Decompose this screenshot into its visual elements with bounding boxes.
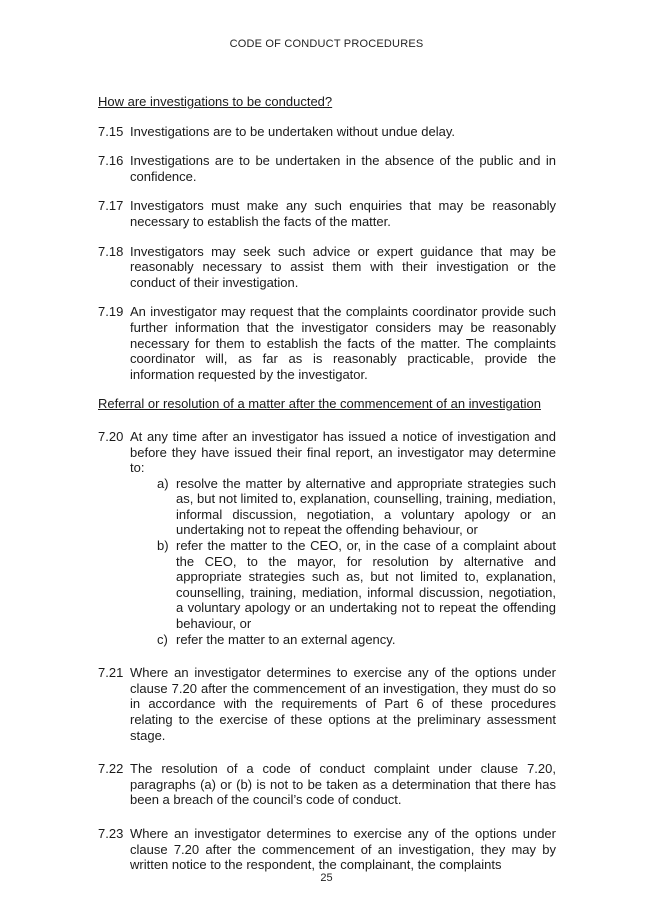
clause-7-22 bbox=[98, 761, 556, 808]
clause-7-21 bbox=[98, 665, 556, 743]
clause-text: Investigations are to be undertaken in the absence of the public and in confidence. bbox=[130, 153, 556, 184]
sub-item-text: refer the matter to the CEO, or, in the case of a complaint about the CEO, to the mayor, for resolution by alternative and appropriate strategies such as, but not limited to, explanation, counselling, training, mediation, informal discussion, negotiation, a voluntary apology or an undertaking not to repeat the offending behaviour, or bbox=[176, 538, 556, 632]
section-heading-investigations: How are investigations to be conducted? bbox=[98, 94, 333, 109]
section-heading-referral: Referral or resolution of a matter after the commencement of an investigation bbox=[98, 396, 541, 412]
clause-number: 7.23 bbox=[98, 825, 124, 841]
clause-text: At any time after an investigator has issued a notice of investigation and before they have issued their final report, an investigator may determine to: bbox=[130, 428, 556, 476]
sub-item-text: resolve the matter by alternative and appropriate strategies such as, but not limited to, explanation, counselling, training, mediation, informal discussion, negotiation, a voluntary apology or an undertaking not to repeat the offending behaviour, or bbox=[176, 475, 556, 538]
clause-7-23 bbox=[98, 826, 556, 873]
clause-7-16 bbox=[98, 153, 556, 184]
sub-item-b bbox=[157, 538, 556, 632]
clause-number: 7.17 bbox=[98, 198, 124, 214]
clause-text: Investigators may seek such advice or expert guidance that may be reasonably necessary to assist them with their investigation or the conduct of their investigation. bbox=[130, 243, 556, 290]
clause-7-18 bbox=[98, 244, 556, 291]
clause-body bbox=[130, 429, 556, 647]
clause-number: 7.19 bbox=[98, 304, 124, 320]
clause-text: An investigator may request that the complaints coordinator provide such further information that the investigator considers may be reasonably necessary for them to establish the facts of the matter. The complaints coordinator will, as far as is reasonably practicable, provide the information requested by the investigator. bbox=[130, 304, 556, 382]
clause-7-19 bbox=[98, 304, 556, 382]
clause-text: Investigators must make any such enquiries that may be reasonably necessary to establish the facts of the matter. bbox=[130, 198, 556, 229]
sub-item-label: b) bbox=[157, 538, 169, 554]
clause-text: Where an investigator determines to exercise any of the options under clause 7.20 after the commencement of an investigation, they must do so in accordance with the requirements of Part 6 of these procedures relating to the exercise of these options at the preliminary assessment stage. bbox=[130, 665, 556, 743]
running-header: CODE OF CONDUCT PROCEDURES bbox=[229, 38, 424, 50]
clause-7-17 bbox=[98, 198, 556, 229]
sub-item-c bbox=[157, 632, 556, 648]
clause-number: 7.22 bbox=[98, 761, 124, 777]
clause-text: Investigations are to be undertaken without undue delay. bbox=[130, 123, 455, 139]
clause-text: Where an investigator determines to exercise any of the options under clause 7.20 after the commencement of an investigation, they may by written notice to the respondent, the complainant, the complaints bbox=[130, 825, 556, 873]
clause-number: 7.15 bbox=[98, 123, 124, 139]
clause-7-15 bbox=[98, 124, 556, 140]
sub-item-a bbox=[157, 476, 556, 538]
sub-item-label: a) bbox=[157, 475, 169, 491]
clause-number: 7.20 bbox=[98, 428, 124, 444]
sub-item-list bbox=[157, 476, 556, 648]
sub-item-text: refer the matter to an external agency. bbox=[176, 631, 396, 647]
page-content bbox=[98, 94, 556, 887]
clause-number: 7.16 bbox=[98, 153, 124, 169]
clause-number: 7.21 bbox=[98, 665, 124, 681]
clause-text: The resolution of a code of conduct complaint under clause 7.20, paragraphs (a) or (b) is not to be taken as a determination that there has been a breach of the council’s code of conduct. bbox=[130, 761, 556, 808]
clause-7-20 bbox=[98, 429, 556, 647]
clause-number: 7.18 bbox=[98, 243, 124, 259]
page-number: 25 bbox=[320, 872, 333, 884]
sub-item-label: c) bbox=[157, 631, 168, 647]
